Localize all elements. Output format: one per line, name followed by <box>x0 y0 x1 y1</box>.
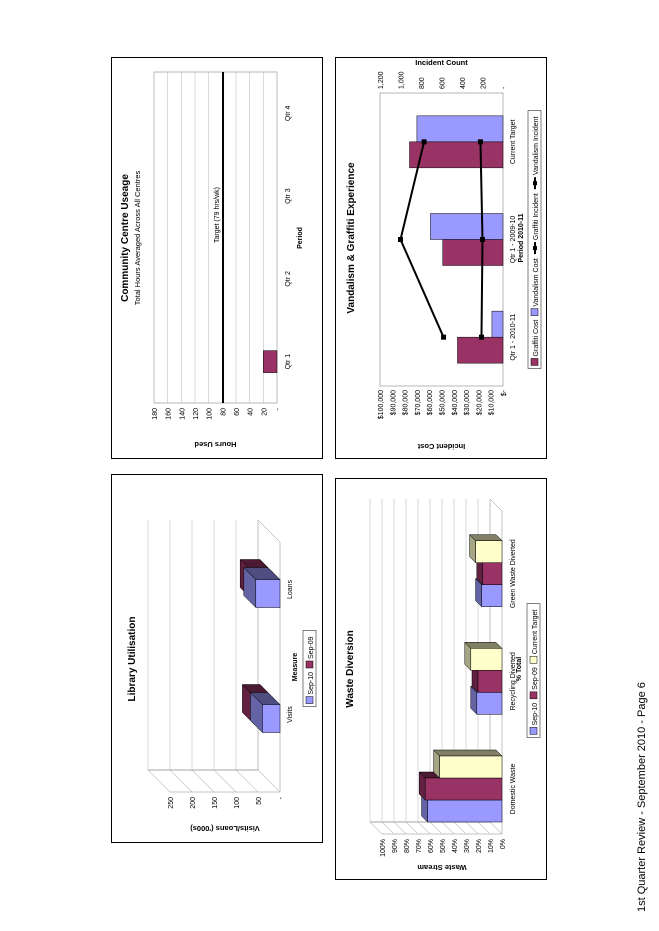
waste-chart-panel <box>335 478 547 880</box>
y-tick-label: 160 <box>165 408 173 420</box>
y-tick-label: $20,000 <box>476 390 484 416</box>
y-tick-label: $50,000 <box>439 390 447 416</box>
waste-diversion-chart <box>336 479 546 879</box>
y-axis-title: Incident Cost <box>417 442 466 451</box>
legend <box>528 111 541 369</box>
gridline <box>170 520 192 792</box>
chart-title: Library Utilisation <box>127 616 138 702</box>
y-tick-label: 80% <box>404 839 411 854</box>
y-tick-label: 0% <box>500 839 507 850</box>
community-chart-panel <box>111 57 323 459</box>
bar-Sep-10-Recycling Diverted <box>477 692 502 714</box>
bar-Current Target-Recycling Diverted-side <box>465 642 502 648</box>
legend-graffiti-incident-label: Graffiti Incident <box>533 193 540 241</box>
x-tick-label: Qtr 1 - 2010-11 <box>510 313 517 361</box>
legend <box>527 604 540 738</box>
x-tick-label: Recycling Diverted <box>510 652 517 711</box>
x-tick-label: Qtr 1 - 2009-10 <box>510 215 517 264</box>
gridline <box>148 520 170 792</box>
legend-Sep-09-swatch <box>306 661 313 668</box>
y-tick-label: 200 <box>190 797 197 809</box>
bar-Graffiti Cost-Qtr 1 - 2009-10 <box>443 240 503 266</box>
bar-Vandalism Cost-Qtr 1 - 2009-10 <box>430 214 503 240</box>
legend-Sep-09-label: Sep-09 <box>532 667 539 690</box>
bar-Vandalism Cost-Qtr 1 - 2010-11 <box>492 311 503 337</box>
legend-graffiti-cost-label: Graffiti Cost <box>533 319 540 357</box>
y-tick-label: 70% <box>416 839 423 854</box>
y-tick-label: $70,000 <box>414 390 422 416</box>
chart-title: Community Centre Useage <box>120 174 131 302</box>
bar-Sep-10-Domestic Waste <box>428 800 502 822</box>
legend-Sep-10-swatch <box>530 727 537 734</box>
bar-Current Target-Domestic Waste <box>440 756 502 778</box>
legend-Sep-10-label: Sep-10 <box>308 672 315 695</box>
y-tick-label: 40 <box>247 408 255 416</box>
x-axis-title: Period <box>297 227 304 249</box>
y-tick-label: 150 <box>212 797 219 809</box>
legend-Sep-10-swatch <box>306 697 313 704</box>
x-tick-label: Green Waste Diverted <box>510 539 517 609</box>
bar-Current Target-Green Waste Diverted-side <box>470 535 502 541</box>
legend-graffiti-cost-swatch <box>531 358 538 365</box>
bar-Sep-09-Domestic Waste <box>425 778 502 800</box>
y-tick-label: $80,000 <box>402 390 410 416</box>
x-tick-label: Visits <box>287 706 294 723</box>
library-utilisation-chart <box>112 475 322 842</box>
bar-Qtr 1 <box>263 351 277 373</box>
bar-Current Target-Recycling Diverted <box>471 648 502 670</box>
y2-tick-label: - <box>501 86 508 89</box>
y-axis-title: Visits/Loans ('000s) <box>190 824 260 833</box>
y-tick-label: $60,000 <box>427 390 435 416</box>
y2-axis-title: Incident Count <box>415 58 468 67</box>
y-tick-label: - <box>275 408 282 411</box>
y-tick-label: 250 <box>168 797 175 809</box>
y-tick-label: $- <box>501 390 508 397</box>
marker-Graffiti Incident-Qtr 1 - 2009-10 <box>480 237 485 242</box>
y2-tick-label: 400 <box>460 77 467 89</box>
bar-Graffiti Cost-Qtr 1 - 2010-11 <box>457 337 503 363</box>
marker-Graffiti Incident-Qtr 1 - 2010-11 <box>479 335 484 340</box>
y-tick-label: 20% <box>476 839 483 854</box>
y-tick-label: 100 <box>234 797 241 809</box>
x-tick-label: Qtr 3 <box>285 188 292 204</box>
x-axis-title: Period 2010-11 <box>518 213 525 263</box>
legend <box>303 630 316 706</box>
legend-vandalism-cost-swatch <box>531 309 538 316</box>
y2-tick-label: 800 <box>419 77 426 89</box>
vandalism-graffiti-chart <box>336 58 546 458</box>
bar-Sep-10-Green Waste Diverted <box>482 585 502 607</box>
legend-Sep-09-label: Sep-09 <box>308 636 315 659</box>
y-tick-label: $10,000 <box>488 390 496 416</box>
target-label: Target (79 hrs/wk) <box>214 186 222 244</box>
y-tick-label: 50% <box>440 839 447 854</box>
y-tick-label: 10% <box>488 839 495 854</box>
gridline <box>406 499 418 834</box>
x-axis-title: Measure <box>292 652 299 682</box>
library-chart-panel <box>111 474 323 843</box>
gridline <box>382 499 394 834</box>
vandalism-chart-panel <box>335 57 547 459</box>
bar-Current Target-Domestic Waste-side <box>434 750 502 756</box>
gridline <box>214 520 236 792</box>
gridline <box>370 499 382 834</box>
legend-graffiti-incident-marker <box>533 246 537 250</box>
y-tick-label: 30% <box>464 839 471 854</box>
bar-Current Target-Green Waste Diverted <box>476 541 502 563</box>
x-tick-label: Qtr 4 <box>285 105 292 122</box>
y-tick-label: 60% <box>428 839 435 854</box>
y-tick-label: 60 <box>234 408 241 416</box>
legend-Sep-09-swatch <box>530 692 537 699</box>
y-tick-label: $90,000 <box>390 390 398 416</box>
y-tick-label: 50 <box>256 797 263 805</box>
marker-Vandalism Incident-Current Target <box>422 139 427 144</box>
bar-Sep-09-Recycling Diverted <box>478 670 502 692</box>
marker-Graffiti Incident-Current Target <box>478 139 483 144</box>
y-tick-label: 100% <box>380 839 387 857</box>
x-tick-label: Qtr 1 <box>285 353 292 370</box>
y-tick-label: 40% <box>452 839 459 854</box>
chart-title: Vandalism & Graffiti Experience <box>346 162 357 314</box>
side-wall <box>148 770 280 792</box>
y-tick-label: 100 <box>206 408 214 420</box>
legend-Current Target-swatch <box>530 656 537 663</box>
y-tick-label: 140 <box>179 408 187 420</box>
page-footer: 1st Quarter Review - September 2010 - Page 6 <box>636 682 648 912</box>
gridline <box>394 499 406 834</box>
bar-Vandalism Cost-Current Target <box>417 116 503 142</box>
y-tick-label: 20 <box>261 408 269 416</box>
gridline <box>192 520 214 792</box>
marker-Vandalism Incident-Qtr 1 - 2009-10 <box>398 237 403 242</box>
legend-vandalism-incident-marker <box>533 181 537 185</box>
y2-tick-label: 600 <box>439 77 447 89</box>
x-tick-label: Qtr 2 <box>285 271 292 287</box>
bar-Sep-10-Loans <box>256 580 280 608</box>
y-tick-label: 120 <box>193 408 200 420</box>
y-axis-title: Hours Used <box>194 440 237 449</box>
y-tick-label: 180 <box>152 408 159 420</box>
x-tick-label: Domestic Waste <box>510 763 517 815</box>
y-tick-label: 90% <box>392 839 399 854</box>
y2-tick-label: 1,200 <box>378 71 385 89</box>
chart-title: Waste Diversion <box>345 630 356 708</box>
y-axis-title: Waste Stream <box>417 863 467 872</box>
y-tick-label: $40,000 <box>451 390 459 416</box>
x-tick-label: Current Target <box>510 119 517 165</box>
y-tick-label: $30,000 <box>464 390 472 416</box>
y-tick-label: $100,000 <box>378 390 385 420</box>
y-tick-label: 80 <box>220 408 228 416</box>
y-tick-label: - <box>278 797 285 800</box>
marker-Vandalism Incident-Qtr 1 - 2010-11 <box>441 335 446 340</box>
bar-Sep-09-Green Waste Diverted <box>483 563 502 585</box>
x-axis-title: % Total <box>516 656 523 682</box>
y2-tick-label: 200 <box>480 77 488 89</box>
bar-Sep-10-Visits <box>262 705 280 733</box>
x-tick-label: Loans <box>287 579 294 600</box>
legend-Sep-10-label: Sep-10 <box>532 702 539 726</box>
y2-tick-label: 1,000 <box>398 71 406 89</box>
chart-subtitle: Total Hours Averaged Across All Centres <box>133 170 142 306</box>
community-centre-useage-chart <box>112 58 322 458</box>
legend-vandalism-incident-label: Vandalism Incident <box>533 116 540 176</box>
legend-Current Target-label: Current Target <box>532 609 539 655</box>
legend-vandalism-cost-label: Vandalism Cost <box>533 258 540 307</box>
